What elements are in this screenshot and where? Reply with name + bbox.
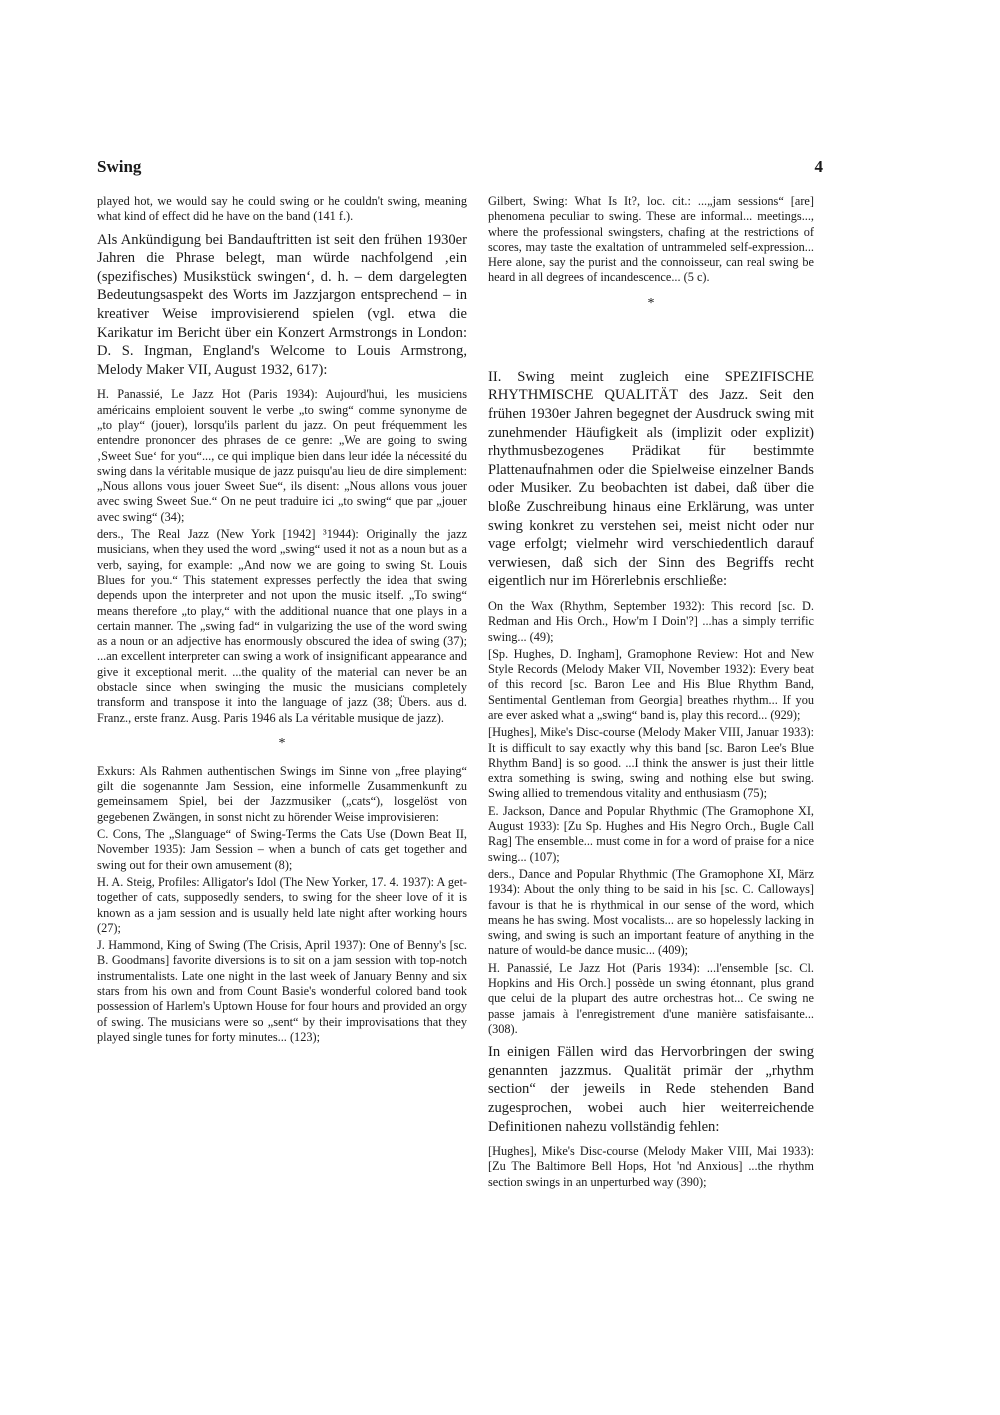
citation-paragraph: H. A. Steig, Profiles: Alligator's Idol (The New Yorker, 17. 4. 1937): A get-together of cats, supposedly senders, to swing for the sheer love of it is known as a jam session and is usually held late night after working hours (27); [97, 874, 467, 935]
running-header [97, 157, 823, 177]
citation-paragraph: C. Cons, The „Slanguage“ of Swing-Terms the Cats Use (Down Beat II, November 1935): Jam Session – when a bunch of cats get together and swing out for their own amusement (8); [97, 827, 467, 872]
page-number: 4 [814, 157, 823, 176]
paragraph: In einigen Fällen wird das Hervorbringen der swing genannten jazzmus. Qualität primär der „rhythm section“ der jeweils in Rede stehenden Band zugesprochen, wobei auch hier weiterreichende Definitionen nahezu vollständig fehlen: [488, 1044, 814, 1135]
citation-paragraph: J. Hammond, King of Swing (The Crisis, April 1937): One of Benny's [sc. B. Goodmans] favorite diversions is to sit on a jam session with top-notch instrumentalists. Late one night in the last week of January Benny and six stars from his own and from Count Basie's wonderful colored band took possession of Harlem's Uptown House for four hours and provided an orgy of swing. The musicians were so „sent“ by their improvisations that they played single tunes for forty minutes... (123); [97, 938, 467, 1044]
citation-paragraph: H. Panassié, Le Jazz Hot (Paris 1934): ...l'ensemble [sc. Cl. Hopkins and His Orch.] possède un swing étonnant, plus grand que celui de la plupart des autre orchestras hot... Ce swing ne passe jamais à l'enregistrement d'une manière satisfaisante... (308). [488, 960, 814, 1036]
citation-paragraph: [Hughes], Mike's Disc-course (Melody Maker VIII, Mai 1933): [Zu The Baltimore Bell Hops, Hot 'nd Anxious] ...the rhythm section swings in an unperturbed way (390); [488, 1144, 814, 1189]
right-column [488, 194, 814, 1192]
paragraph: played hot, we would say he could swing or he couldn't swing, meaning what kind of effect did he have on the band (141 f.). [97, 194, 467, 224]
paragraph: Als Ankündigung bei Bandauftritten ist seit den frühen 1930er Jahren die Phrase belegt, man würde nachfolgend ‚ein (spezifisches) Musikstück swingen‘, d. h. – dem dargelegten Bedeutungsaspekt des Worts im Jazzjargon entsprechend – in kreativer Weise improvisierend spielen (vgl. etwa die Karikatur im Bericht über ein Konzert Armstrongs in London: D. S. Ingman, England's Welcome to Louis Armstrong, Melody Maker VII, August 1932, 617): [97, 231, 467, 378]
spacer [488, 324, 814, 362]
excursus-paragraph: Exkurs: Als Rahmen authentischen Swings im Sinne von „free playing“ gilt die sogenannte Jam Session, eine informelle Zusammenkunft zu gemeinsamem Spiel, bei der Jazzmusiker („cats“), losgelöst von gegebenen Zwängen, in sonst nicht zu hörender Weise improvisieren: [97, 763, 467, 824]
section-paragraph: II. Swing meint zugleich eine SPEZIFISCHE RHYTHMISCHE QUALITÄT des Jazz. Seit den frühen 1930er Jahren begegnet der Ausdruck swing mit zunehmender Häufigkeit als (implizit oder explizit) rhythmusbezogenes Prädikat für bestimmte Plattenaufnahmen oder die Spielweise einzelner Bands oder Musiker. Zu beobachten ist dabei, daß über die bloße Zuschreibung hinaus eine Erklärung, was unter swing konkret zu verstehen sei, meist nicht oder nur vage erfolgt; vielmehr wird verschiedentlich darauf verwiesen, daß sich der Sinn des Begriffs recht eigentlich nur im Hörerlebnis erschließe: [488, 368, 814, 590]
left-column [97, 194, 467, 1047]
section-separator: * [278, 735, 286, 751]
citation-paragraph: H. Panassié, Le Jazz Hot (Paris 1934): Aujourd'hui, les musiciens américains emploient souvent le verbe „to swing“ comme synonyme de „to play“ (jouer), lorsqu'ils parlent du jazz. On peut fréquemment les entendre prononcer des phrases de ce genre: „We are going to swing ‚Sweet Sue‘ for you“..., ce qui implique bien dans leur idée la nécessité du swing dans la véritable musique de jazz puisqu'au lieu de dire simplement: „Nous allons vous jouer Sweet Sue“, ils disent: „Nous allons vous jouer avec swing Sweet Sue.“ On ne peut traduire ici „to swing“ que par „jouer avec swing“ (34); [97, 387, 467, 524]
citation-paragraph: [Sp. Hughes, D. Ingham], Gramophone Review: Hot and New Style Records (Melody Maker VII, November 1932): Every beat of this record [sc. Baron Lee and His Blue Rhythm Band, Sentimental Gentleman from Georgia] breathes rhythm... If you are ever asked what a „swing“ band is, play this record... (929); [488, 646, 814, 722]
citation-paragraph: ders., The Real Jazz (New York [1942] ³1944): Originally the jazz musicians, when they used the word „swing“ used it not as a noun but as a verb, saying, for example: „And now we are going to swing St. Louis Blues for you.“ This statement expresses perfectly the idea that swing depends upon the interpreter and not upon the music itself. „To swing“ means therefore „to play,“ with the additional nuance that one plays in a certain manner. The „swing fad“ in vulgarizing the use of the word swing as a noun or an adjective has enormously obscured the idea of swing (37); ...an excellent interpreter can swing a work of insignificant appearance and give it exceptional merit. ...the quality of the material can never be an obstacle since when swinging the music the musicians completely transform and transpose it into the language of jazz (38; Übers. aus d. Franz., erste franz. Ausg. Paris 1946 als La véritable musique de jazz). [97, 527, 467, 725]
citation-paragraph: E. Jackson, Dance and Popular Rhythmic (The Gramophone XI, August 1933): [Zu Sp. Hughes and His Negro Orch., Bugle Call Rag] The ensemble... must come in for a word of praise for a nice swing... (107); [488, 803, 814, 864]
running-title: Swing [97, 157, 142, 176]
citation-paragraph: [Hughes], Mike's Disc-course (Melody Maker VIII, Januar 1933): It is difficult to say exactly why this band [sc. Baron Lee's Blue Rhythm Band] is so good. ...I think the answer is just their little extra something is swing, swing and nothing else but swing. Swing allied to tremendous vitality and enthusiasm (75); [488, 725, 814, 801]
section-separator: * [647, 295, 655, 311]
citation-paragraph: Gilbert, Swing: What Is It?, loc. cit.: ...„jam sessions“ [are] phenomena peculiar to swing. These are informal... meetings..., where the professional swingsters, chafing at the restrictions of scores, may taste the exaltation of untrammeled self-expression... Here alone, say the purist and the connoisseur, can real swing be heard in all degrees of incandescence... (5 c). [488, 194, 814, 285]
citation-paragraph: On the Wax (Rhythm, September 1932): This record [sc. D. Redman and His Orch., How'm I Doin'?] ...has a simply terrific swing... (49); [488, 598, 814, 644]
citation-paragraph: ders., Dance and Popular Rhythmic (The Gramophone XI, März 1934): About the only thing to be said in his [sc. C. Calloways] favour is that he is rhythmical in our sense of the word, which means he has swing. Most vocalists... are so hopelessly lacking in swing, and swing is such an important feature of anything in the nature of would-be dance music... (409); [488, 866, 814, 958]
